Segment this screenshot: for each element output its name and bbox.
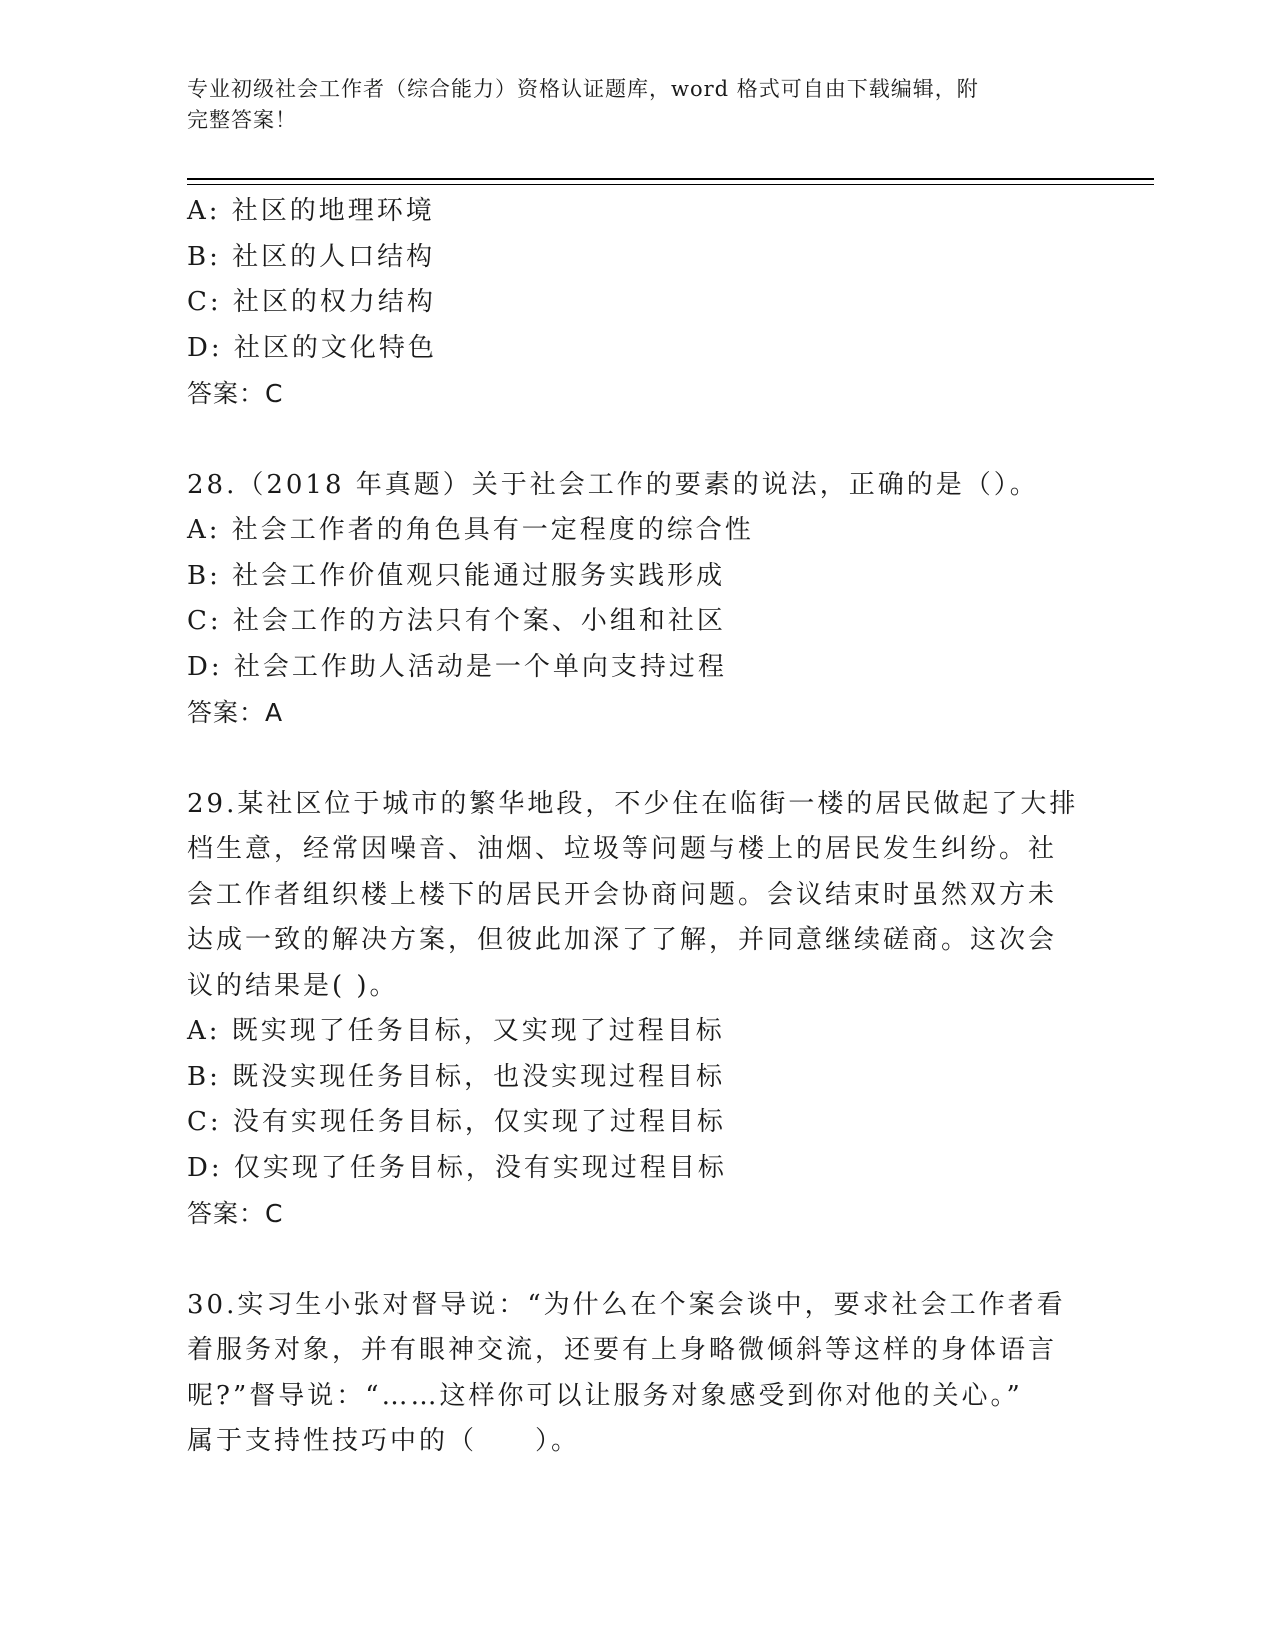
answer: 答案：A [187, 698, 284, 727]
header-rule-thin [187, 184, 1154, 185]
option-b: B: 既没实现任务目标，也没实现过程目标 [187, 1061, 726, 1092]
header-line-1: 专业初级社会工作者（综合能力）资格认证题库，word 格式可自由下载编辑，附 [187, 77, 979, 101]
question-stem-line: 属于支持性技巧中的（ ）。 [187, 1426, 581, 1456]
question-stem-line: 呢?”督导说：“……这样你可以让服务对象感受到你对他的关心。” [187, 1380, 1023, 1411]
option-a: A: 社会工作者的角色具有一定程度的综合性 [187, 515, 754, 545]
header-rule-thick [187, 178, 1154, 180]
option-b: B: 社会工作价值观只能通过服务实践形成 [187, 560, 726, 591]
question-27 [187, 189, 1067, 417]
question-28 [187, 463, 1067, 736]
option-d: D: 社区的文化特色 [187, 332, 437, 363]
option-b: B: 社区的人口结构 [187, 241, 436, 272]
question-stem-line: 着服务对象，并有眼神交流，还要有上身略微倾斜等这样的身体语言 [187, 1335, 1058, 1365]
question-stem-line: 29.某社区位于城市的繁华地段，不少住在临街一楼的居民做起了大排 [187, 788, 1079, 819]
question-content [187, 189, 1079, 1465]
option-d: D: 社会工作助人活动是一个单向支持过程 [187, 651, 727, 682]
answer: 答案：C [187, 379, 284, 408]
question-stem-line: 会工作者组织楼上楼下的居民开会协商问题。会议结束时虽然双方未 [187, 879, 1058, 910]
question-stem-line: 达成一致的解决方案，但彼此加深了了解，并同意继续磋商。这次会 [187, 925, 1058, 955]
question-stem-line: 30.实习生小张对督导说：“为什么在个案会谈中，要求社会工作者看 [187, 1289, 1066, 1320]
option-c: C: 社会工作的方法只有个案、小组和社区 [187, 606, 726, 636]
question-stem-line: 议的结果是( )。 [187, 970, 399, 1001]
question-30 [187, 1283, 1067, 1465]
question-stem-line: 档生意，经常因噪音、油烟、垃圾等问题与楼上的居民发生纠纷。社 [187, 834, 1058, 864]
header-line-2: 完整答案！ [187, 108, 297, 132]
question-stem-line: 28.（2018 年真题）关于社会工作的要素的说法，正确的是（）。 [187, 469, 1039, 500]
option-a: A: 既实现了任务目标，又实现了过程目标 [187, 1016, 725, 1046]
question-29 [187, 782, 1079, 1237]
answer: 答案：C [187, 1199, 284, 1228]
document-header [187, 74, 1087, 136]
option-d: D: 仅实现了任务目标，没有实现过程目标 [187, 1152, 727, 1183]
option-c: C: 没有实现任务目标，仅实现了过程目标 [187, 1107, 726, 1137]
option-c: C: 社区的权力结构 [187, 287, 436, 317]
option-a: A: 社区的地理环境 [187, 196, 435, 226]
